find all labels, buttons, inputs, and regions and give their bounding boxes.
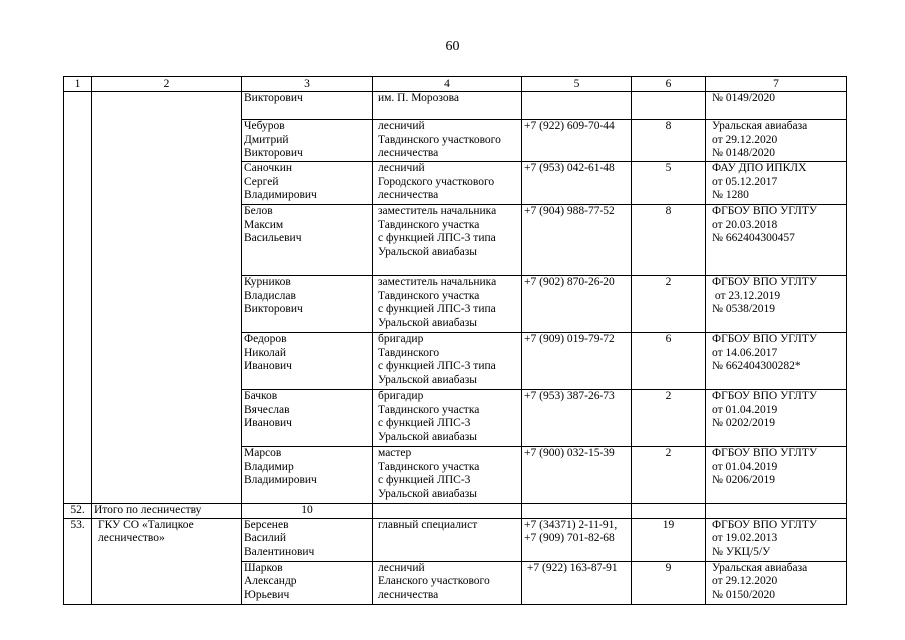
- phone-cell: +7 (900) 032-15-39: [522, 447, 632, 504]
- empty-cell: [632, 504, 706, 519]
- page-number: 60: [445, 39, 460, 54]
- document-cell: ФАУ ДПО ИПКЛХ от 05.12.2017 № 1280: [706, 162, 847, 205]
- document-cell: ФГБОУ ВПО УГЛТУ от 23.12.2019 № 0538/2019: [706, 276, 847, 333]
- experience-cell: 8: [632, 120, 706, 162]
- empty-cell: [706, 504, 847, 519]
- table-row: [64, 92, 847, 120]
- document-cell: Уральская авиабаза от 29.12.2020 № 0150/2020: [706, 561, 847, 604]
- experience-cell: [632, 92, 706, 120]
- phone-cell: +7 (902) 870-26-20: [522, 276, 632, 333]
- staff-table: [63, 76, 847, 605]
- position-cell: лесничий Тавдинского участкового лесничества: [373, 120, 522, 162]
- position-cell: мастер Тавдинского участка с функцией ЛПС-3 Уральской авиабазы: [373, 447, 522, 504]
- document-cell: № 0149/2020: [706, 92, 847, 120]
- phone-cell: +7 (953) 042-61-48: [522, 162, 632, 205]
- org-cell: ГКУ СО «Талицкое лесничество»: [92, 518, 242, 604]
- experience-cell: 2: [632, 276, 706, 333]
- header-cell: 2: [92, 77, 242, 92]
- document-cell: ФГБОУ ВПО УГЛТУ от 01.04.2019 № 0202/2019: [706, 390, 847, 447]
- header-cell: 3: [242, 77, 373, 92]
- total-row: [64, 504, 847, 519]
- header-cell: 1: [64, 77, 92, 92]
- phone-cell: +7 (922) 163-87-91: [522, 561, 632, 604]
- phone-cell: +7 (909) 019-79-72: [522, 333, 632, 390]
- name-cell: Бачков Вячеслав Иванович: [242, 390, 373, 447]
- document-cell: ФГБОУ ВПО УГЛТУ от 14.06.2017 № 662404300282*: [706, 333, 847, 390]
- experience-cell: 9: [632, 561, 706, 604]
- name-cell: Берсенев Василий Валентинович: [242, 518, 373, 561]
- total-label: Итого по лесничеству: [92, 504, 242, 519]
- name-cell: Белов Максим Васильевич: [242, 205, 373, 276]
- document-cell: ФГБОУ ВПО УГЛТУ от 19.02.2013 № УКЦ/5/У: [706, 518, 847, 561]
- position-cell: бригадир Тавдинского с функцией ЛПС-3 типа Уральской авиабазы: [373, 333, 522, 390]
- row-number: 52.: [64, 504, 92, 519]
- experience-cell: 19: [632, 518, 706, 561]
- experience-cell: 2: [632, 447, 706, 504]
- header-cell: 4: [373, 77, 522, 92]
- name-cell: Федоров Николай Иванович: [242, 333, 373, 390]
- position-cell: бригадир Тавдинского участка с функцией ЛПС-3 Уральской авиабазы: [373, 390, 522, 447]
- name-cell: Марсов Владимир Владимирович: [242, 447, 373, 504]
- experience-cell: 2: [632, 390, 706, 447]
- header-cell: 5: [522, 77, 632, 92]
- total-count: 10: [242, 504, 373, 519]
- phone-cell: +7 (904) 988-77-52: [522, 205, 632, 276]
- num-cell: [64, 92, 92, 504]
- empty-cell: [522, 504, 632, 519]
- name-cell: Шарков Александр Юрьевич: [242, 561, 373, 604]
- phone-cell: [522, 92, 632, 120]
- experience-cell: 5: [632, 162, 706, 205]
- position-cell: заместитель начальника Тавдинского участка с функцией ЛПС-3 типа Уральской авиабазы: [373, 276, 522, 333]
- position-cell: лесничий Еланского участкового лесничества: [373, 561, 522, 604]
- position-cell: им. П. Морозова: [373, 92, 522, 120]
- position-cell: заместитель начальника Тавдинского участка с функцией ЛПС-3 типа Уральской авиабазы: [373, 205, 522, 276]
- org-cell: [92, 92, 242, 504]
- header-cell: 6: [632, 77, 706, 92]
- name-cell: Саночкин Сергей Владимирович: [242, 162, 373, 205]
- name-cell: Викторович: [242, 92, 373, 120]
- name-cell: Чебуров Дмитрий Викторович: [242, 120, 373, 162]
- position-cell: главный специалист: [373, 518, 522, 561]
- table-row: [64, 518, 847, 561]
- header-row: [64, 77, 847, 92]
- phone-cell: +7 (953) 387-26-73: [522, 390, 632, 447]
- phone-cell: +7 (922) 609-70-44: [522, 120, 632, 162]
- position-cell: лесничий Городского участкового лесничества: [373, 162, 522, 205]
- experience-cell: 6: [632, 333, 706, 390]
- experience-cell: 8: [632, 205, 706, 276]
- document-cell: ФГБОУ ВПО УГЛТУ от 01.04.2019 № 0206/2019: [706, 447, 847, 504]
- row-number: 53.: [64, 518, 92, 604]
- header-cell: 7: [706, 77, 847, 92]
- phone-cell: +7 (34371) 2-11-91, +7 (909) 701-82-68: [522, 518, 632, 561]
- name-cell: Курников Владислав Викторович: [242, 276, 373, 333]
- document-cell: Уральская авиабаза от 29.12.2020 № 0148/2020: [706, 120, 847, 162]
- empty-cell: [373, 504, 522, 519]
- document-cell: ФГБОУ ВПО УГЛТУ от 20.03.2018 № 662404300457: [706, 205, 847, 276]
